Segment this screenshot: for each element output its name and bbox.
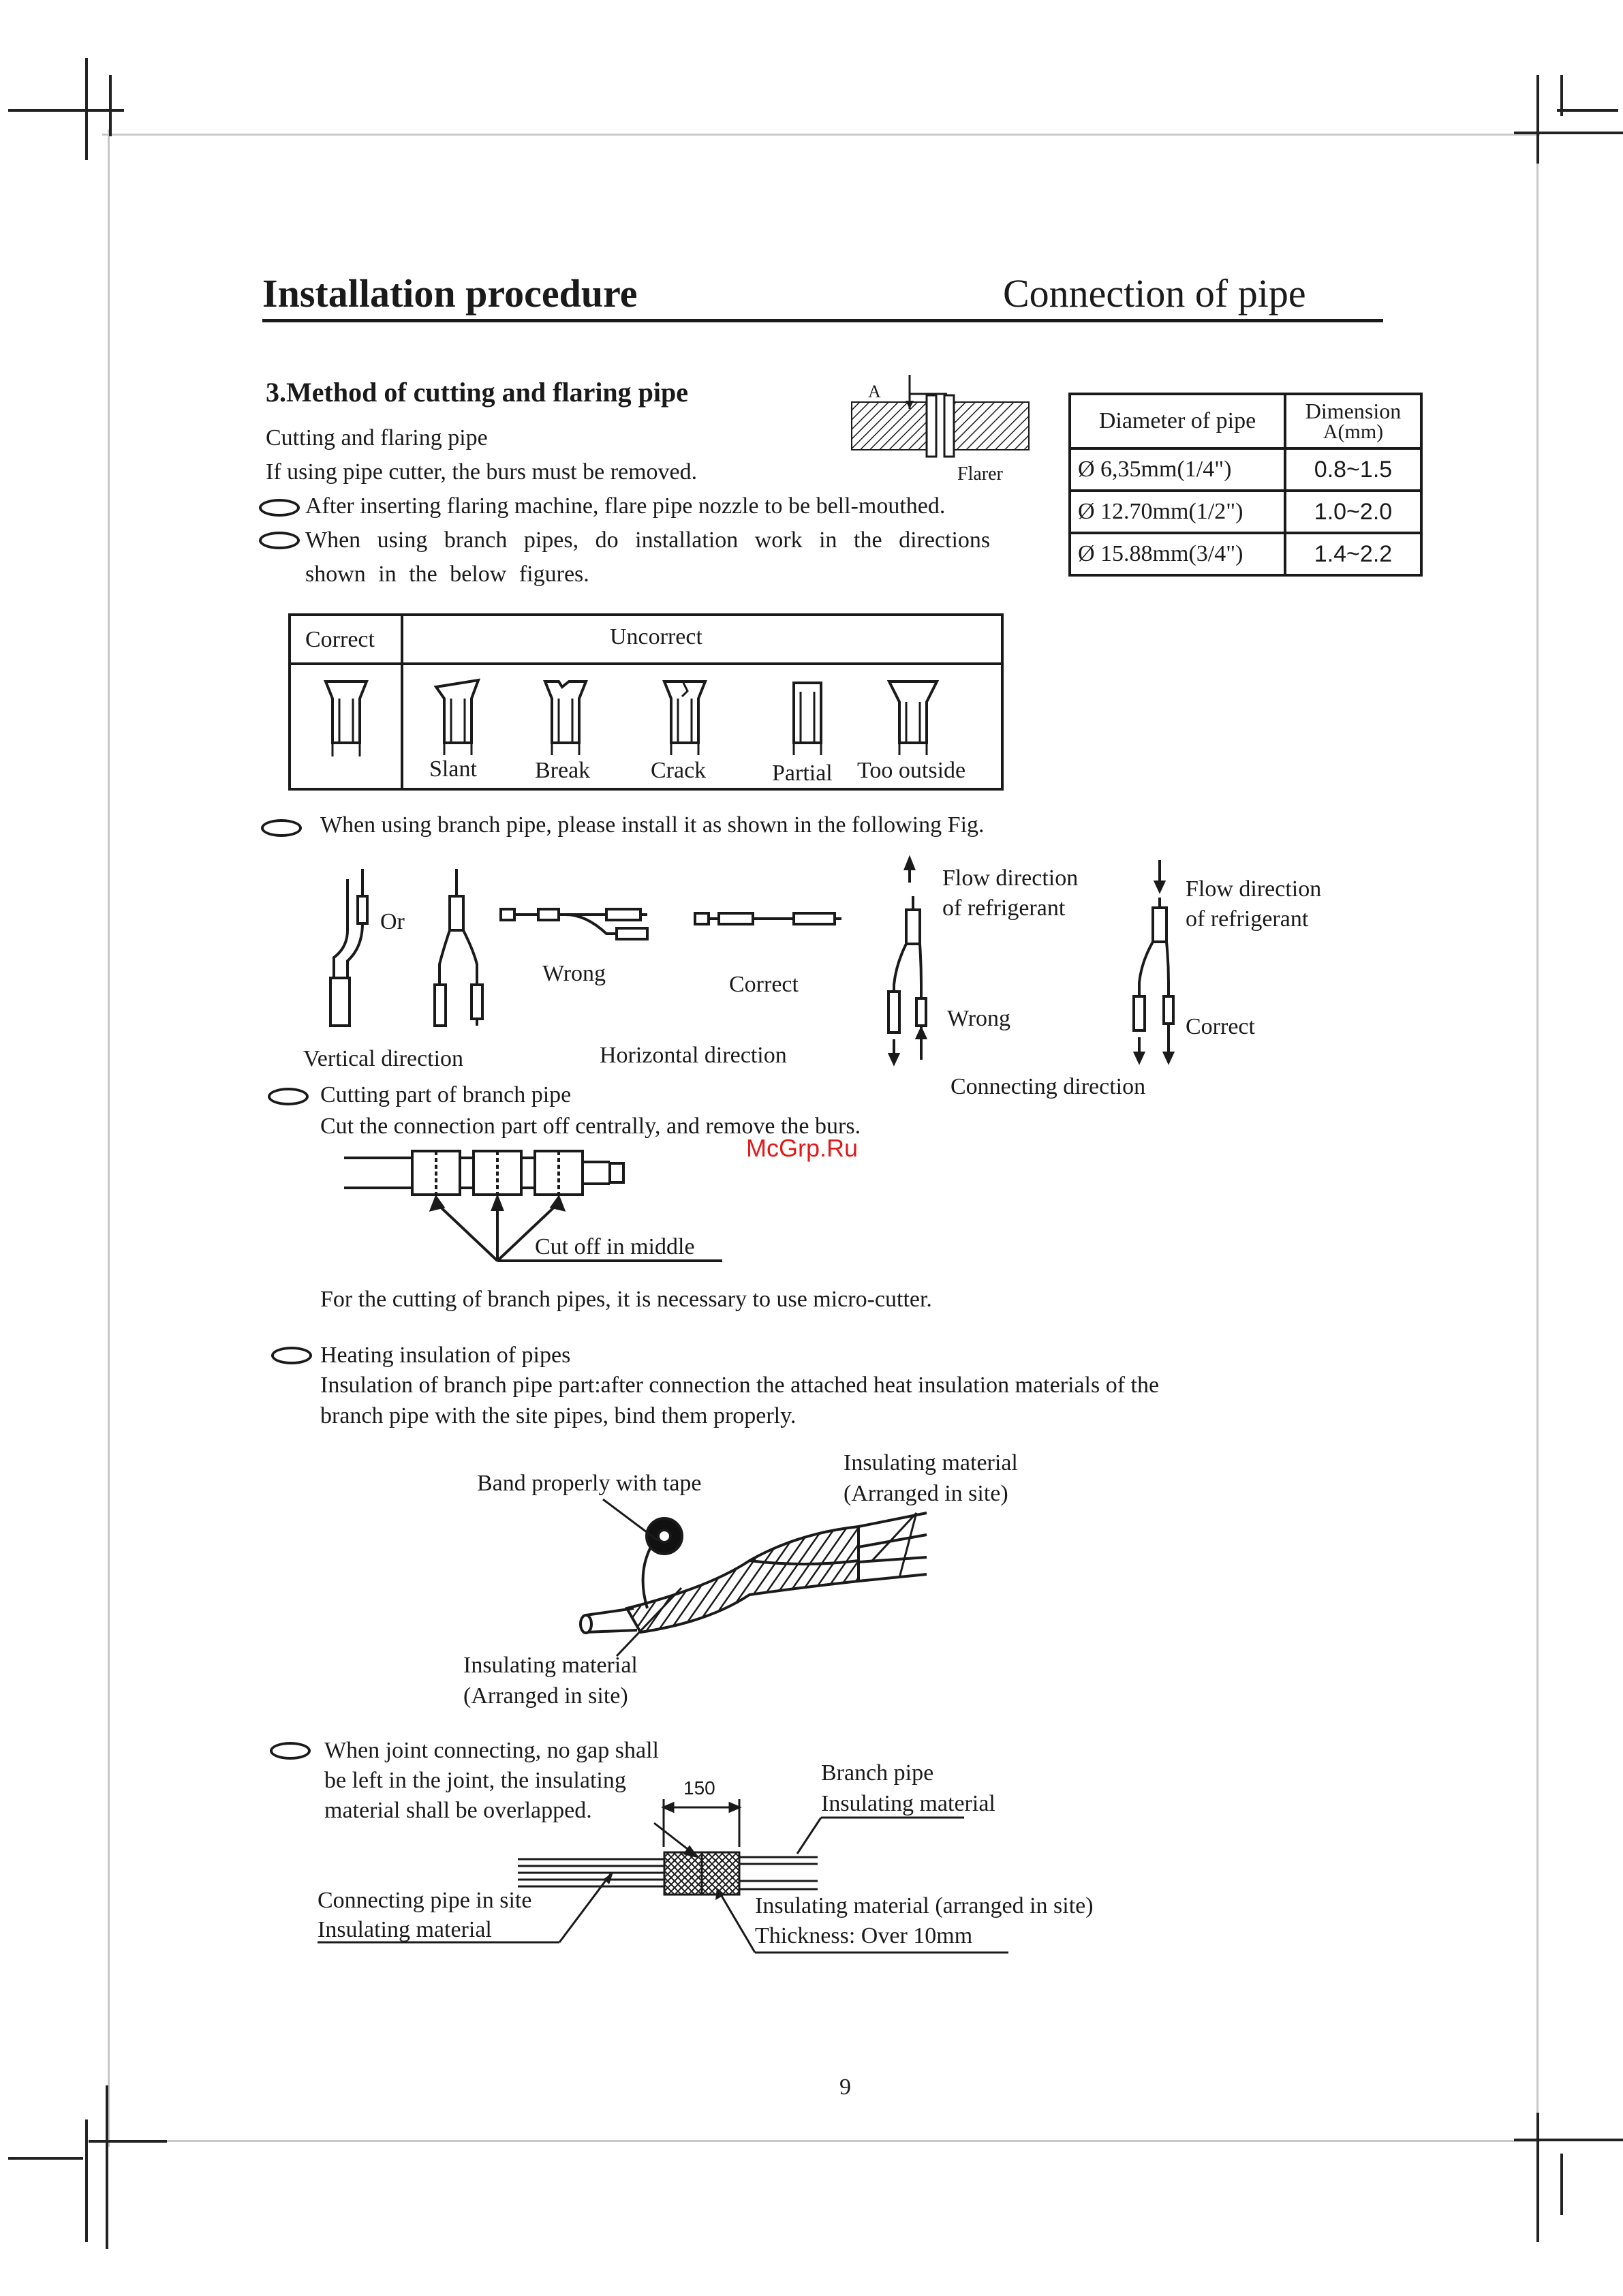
branch-horizontal-correct-icon [692, 906, 848, 934]
bullet-icon [268, 1088, 309, 1105]
frame-left [108, 129, 110, 2147]
flare-correct-icon [319, 675, 373, 763]
branch-pointer [790, 1816, 968, 1857]
insulation-title: Heating insulation of pipes [320, 1343, 571, 1368]
branch-intro: When using branch pipe, please install it as shown in the following Fig. [320, 812, 985, 838]
bullet-icon [270, 1742, 311, 1760]
flarer-label-a: A [868, 382, 881, 401]
site-insul-pointer [709, 1888, 1015, 1956]
defect-table-divider [401, 613, 403, 791]
header-rule [262, 319, 1383, 322]
horizontal-correct-label: Correct [729, 972, 799, 997]
bullet-icon [271, 1347, 312, 1364]
cut-off-label: Cut off in middle [535, 1234, 695, 1259]
horizontal-wrong-label: Wrong [542, 961, 606, 986]
insul-top-line1: Insulating material [844, 1450, 1018, 1475]
branch-pipe-label: Branch pipe [821, 1760, 934, 1786]
dimension-table [1068, 393, 1423, 577]
insul-top-pointer [845, 1510, 927, 1591]
bullet-icon [261, 819, 302, 837]
page-number: 9 [839, 2075, 851, 2100]
defect-label-break: Break [535, 758, 591, 783]
section-bullet-2-line1: When using branch pipes, do installation work in the directions [305, 527, 991, 553]
insul-bottom-pointer [613, 1581, 695, 1663]
connecting-insul-label: Insulating material [318, 1917, 492, 1942]
connecting-pipe-label: Connecting pipe in site [318, 1888, 532, 1913]
flare-too-outside-icon [886, 675, 940, 763]
frame-bottom [102, 2140, 1540, 2142]
header-title-left: Installation procedure [262, 271, 638, 316]
joint-line1: When joint connecting, no gap shall [324, 1738, 659, 1763]
section-line-2: If using pipe cutter, the burs must be removed. [266, 459, 698, 485]
table-row: Ø 6,35mm(1/4") 0.8~1.5 [1070, 448, 1421, 491]
site-insul-label: Insulating material (arranged in site) [755, 1893, 1094, 1918]
frame-right [1536, 129, 1539, 2147]
flow-correct-label: Correct [1186, 1014, 1255, 1039]
flare-slant-icon [431, 675, 485, 763]
table-header-diameter: Diameter of pipe [1070, 394, 1285, 448]
defect-label-crack: Crack [651, 758, 707, 783]
dimension-150: 150 [683, 1777, 715, 1798]
cutting-title: Cutting part of branch pipe [320, 1082, 572, 1107]
frame-top [102, 134, 1540, 136]
branch-vertical-icon [320, 869, 497, 1039]
insul-bottom-line1: Insulating material [463, 1653, 638, 1678]
defect-label-slant: Slant [429, 756, 477, 782]
bullet-icon [259, 499, 300, 517]
flow-correct-icon [1124, 860, 1179, 1078]
table-header-dimension: Dimension A(mm) [1285, 394, 1421, 448]
flare-break-icon [538, 675, 593, 763]
section-line-1: Cutting and flaring pipe [266, 425, 488, 450]
insulation-desc-line2: branch pipe with the site pipes, bind them properly. [320, 1403, 797, 1428]
micro-cutter-note: For the cutting of branch pipes, it is necessary to use micro-cutter. [320, 1287, 932, 1312]
flow-wrong-icon [879, 855, 933, 1073]
bullet-icon [259, 532, 300, 549]
band-label: Band properly with tape [477, 1471, 702, 1496]
or-label: Or [380, 909, 405, 934]
defect-label-partial: Partial [772, 761, 833, 786]
insul-bottom-line2: (Arranged in site) [463, 1683, 628, 1709]
branch-insul-label: Insulating material [821, 1791, 995, 1816]
insulation-desc-line1: Insulation of branch pipe part:after connection the attached heat insulation materials of the [320, 1373, 1160, 1398]
section-bullet-1: After inserting flaring machine, flare pipe nozzle to be bell-mouthed. [305, 493, 946, 519]
section-bullet-2-line2: shown in the below figures. [305, 562, 589, 587]
branch-horizontal-wrong-icon [497, 900, 654, 954]
connecting-direction-label: Connecting direction [950, 1074, 1146, 1099]
defect-correct-label: Correct [305, 627, 375, 652]
section-title: 3.Method of cutting and flaring pipe [266, 377, 689, 408]
defect-uncorrect-label: Uncorrect [610, 624, 702, 649]
watermark: McGrp.Ru [746, 1134, 859, 1162]
vertical-direction-label: Vertical direction [303, 1046, 464, 1071]
flow2-line1: Flow direction [1186, 876, 1322, 902]
flow1-line1: Flow direction [942, 866, 1079, 891]
flare-partial-icon [780, 675, 835, 763]
horizontal-direction-label: Horizontal direction [600, 1043, 787, 1068]
band-pointer [600, 1496, 668, 1550]
table-row: Ø 12.70mm(1/2") 1.0~2.0 [1070, 491, 1421, 533]
flow-wrong-label: Wrong [947, 1006, 1011, 1031]
defect-label-too-outside: Too outside [857, 758, 966, 783]
cutting-desc: Cut the connection part off centrally, and remove the burs. [320, 1114, 861, 1139]
thickness-label: Thickness: Over 10mm [755, 1923, 973, 1948]
defect-table-rule [288, 662, 1004, 665]
flarer-label: Flarer [957, 463, 1003, 485]
header-title-right: Connection of pipe [1003, 271, 1306, 316]
joint-line2: be left in the joint, the insulating [324, 1768, 626, 1793]
connecting-pointer [318, 1871, 617, 1946]
flare-crack-icon [658, 675, 712, 763]
flow2-line2: of refrigerant [1186, 906, 1309, 932]
flow1-line2: of refrigerant [942, 896, 1066, 921]
insul-top-line2: (Arranged in site) [844, 1481, 1008, 1506]
table-row: Ø 15.88mm(3/4") 1.4~2.2 [1070, 533, 1421, 575]
joint-line3: material shall be overlapped. [324, 1798, 592, 1823]
